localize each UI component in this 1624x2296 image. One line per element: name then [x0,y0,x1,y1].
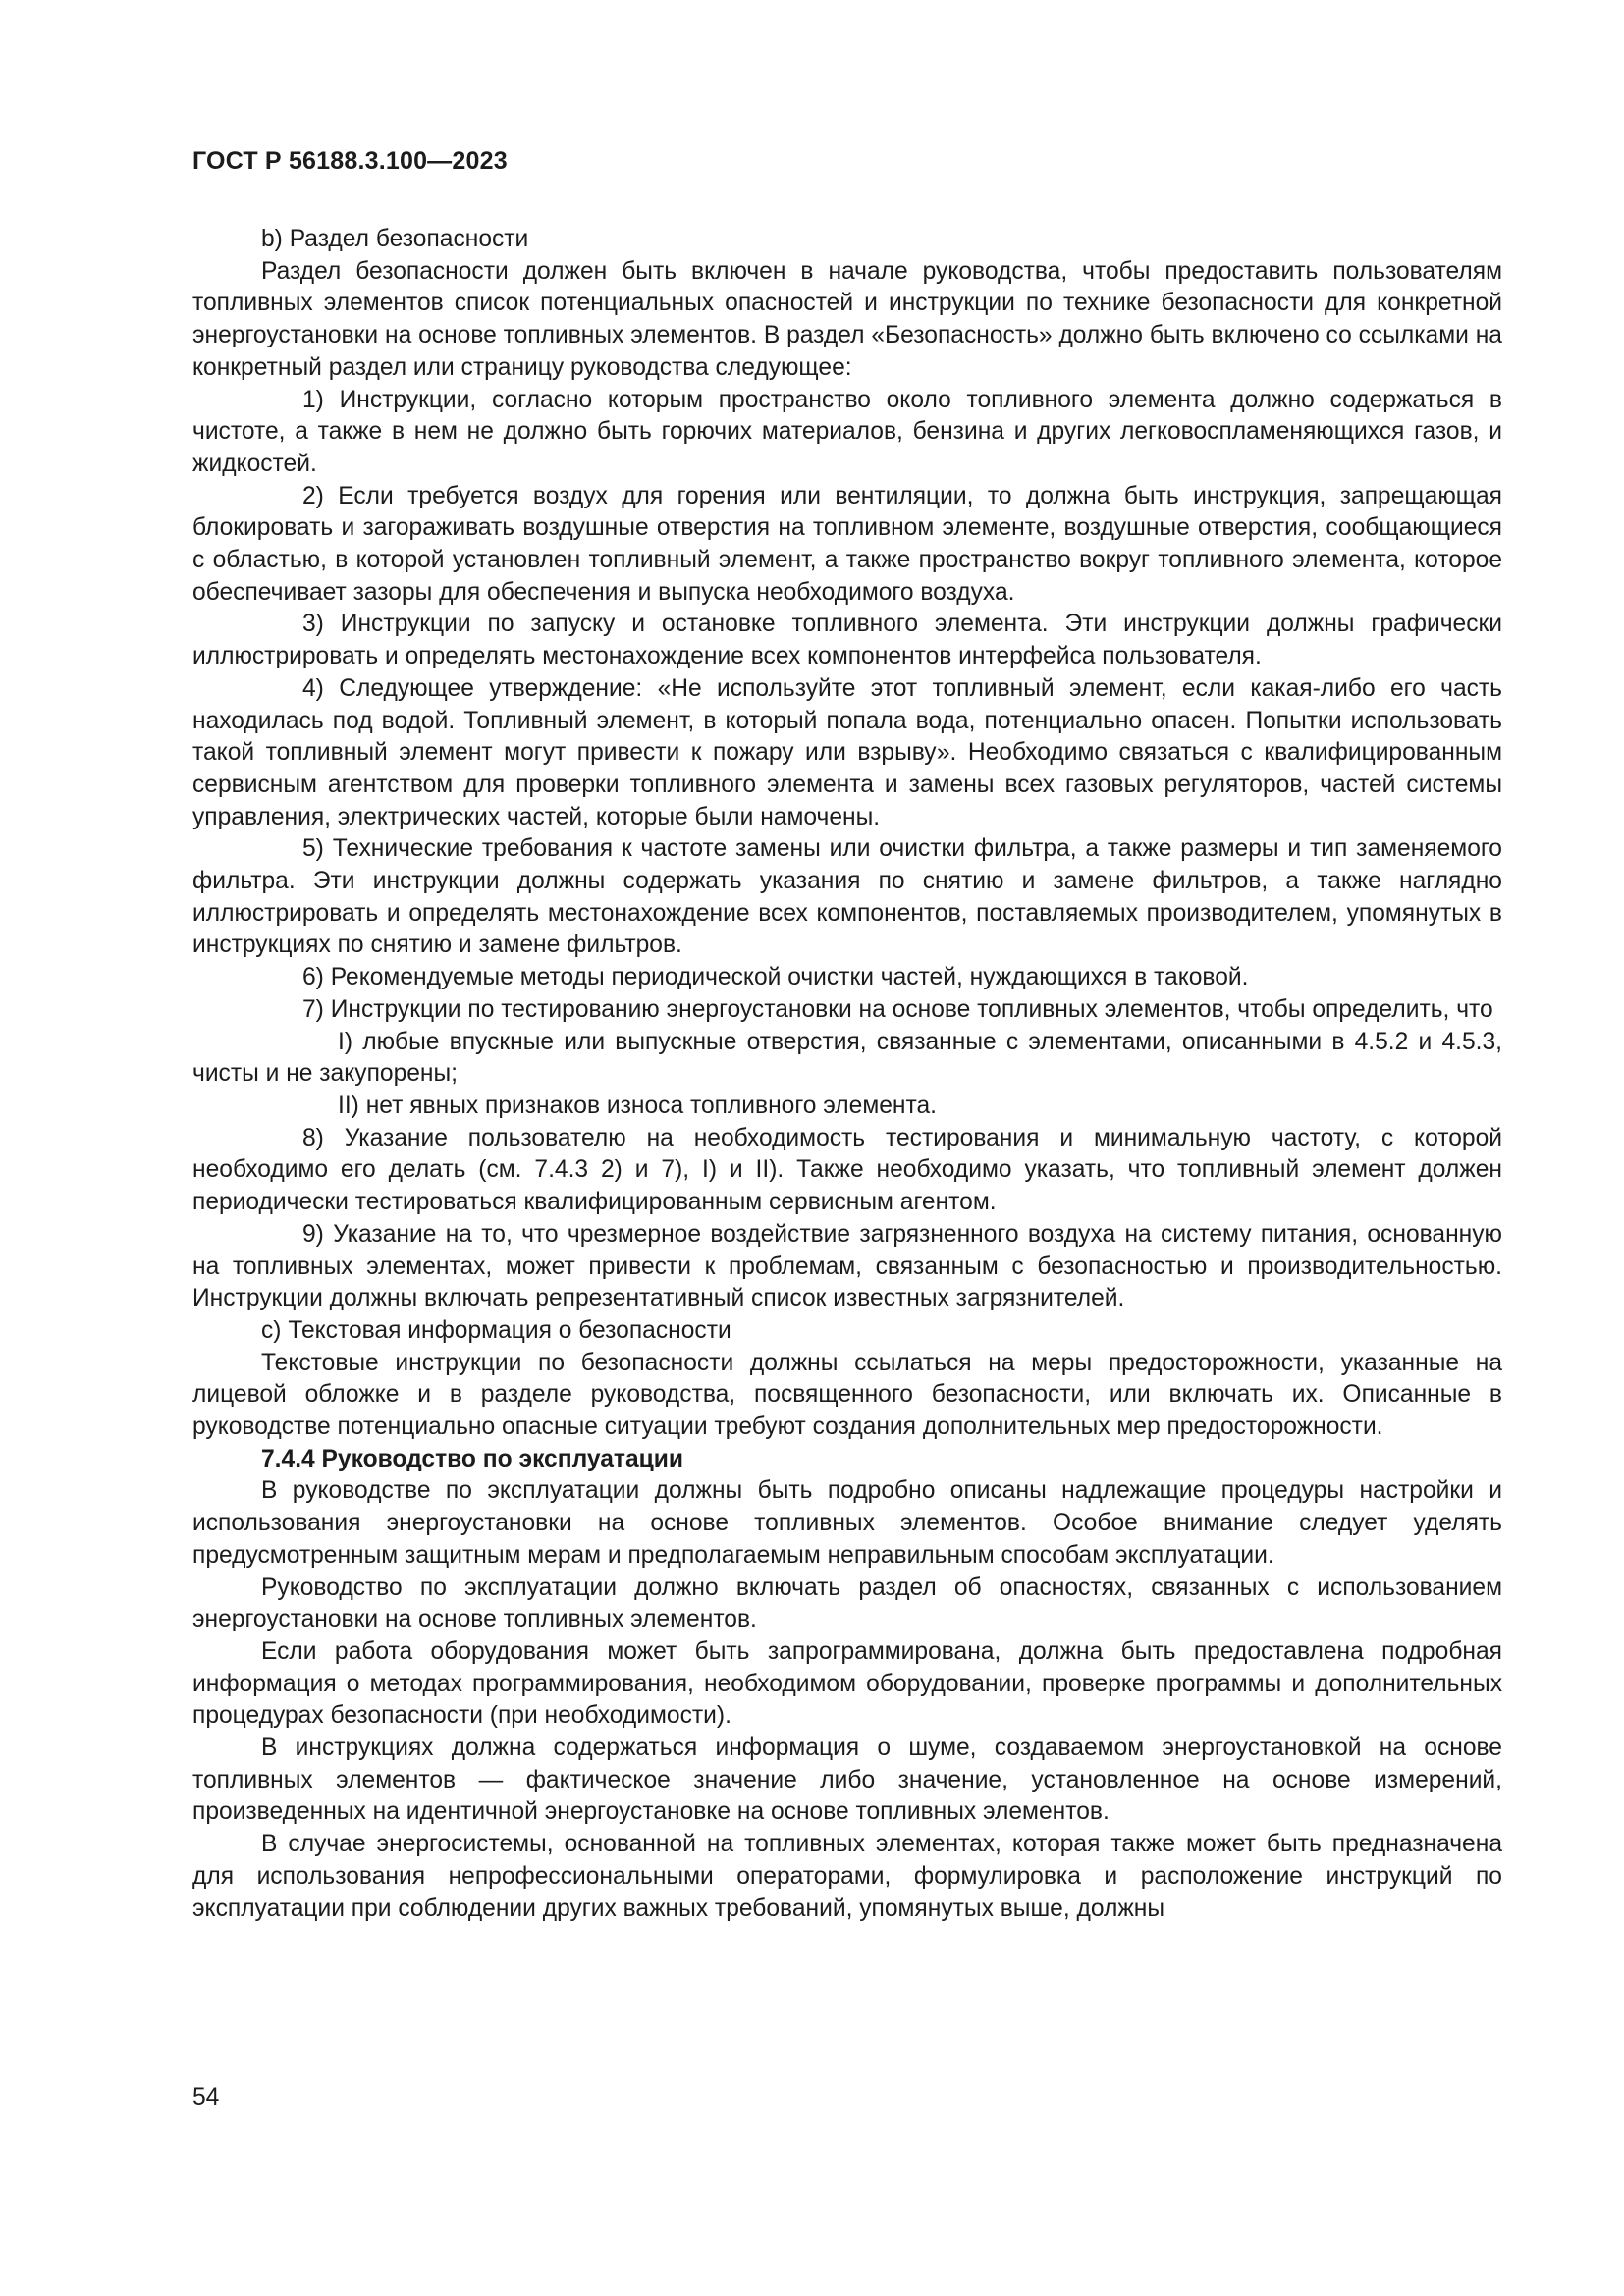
paragraph-item-7-i: I) любые впускные или выпускные отверстия, связанные с элементами, описанными в 4.5.2 и 4.5.3, чисты и не закупорены; [192,1028,1502,1088]
paragraph-s744-p2: Руководство по эксплуатации должно включать раздел об опасностях, связанных с использованием энергоустановки на основе топливных элементов. [192,1574,1502,1633]
paragraph-item-1: 1) Инструкции, согласно которым пространство около топливного элемента должно содержаться в чистоте, а также в нем не должно быть горючих материалов, бензина и других легковоспламеняющихся газов, и жидкостей. [192,386,1502,477]
paragraph-s744-p5: В случае энергосистемы, основанной на топливных элементах, которая также может быть предназначена для использования непрофессиональными операторами, формулировка и расположение инструкций по эксплуатации при соблюдении других важных требований, упомянутых выше, должны [192,1831,1502,1922]
paragraph-item-9: 9) Указание на то, что чрезмерное воздействие загрязненного воздуха на систему питания, основанную на топливных элементах, может привести к проблемам, связанным с безопасностью и производительностью. Инструкции должны включать репрезентативный список известных загрязнителей. [192,1220,1502,1312]
section-heading: 7.4.4 Руководство по эксплуатации [261,1445,683,1472]
paragraph-item-4: 4) Следующее утверждение: «Не используйте этот топливный элемент, если какая-либо его часть находилась под водой. Топливный элемент, в который попала вода, потенциально опасен. Попытки использовать такой топливный элемент могут привести к пожару или взрыву». Необходимо связаться с квалифицированным сервисным агентством для проверки топливного элемента и замены всех газовых регуляторов, частей системы управления, электрических частей, которые были намочены. [192,674,1502,830]
paragraph-s744-p4: В инструкциях должна содержаться информация о шуме, создаваемом энергоустановкой на основе топливных элементов — фактическое значение либо значение, установленное на основе измерений, произведенных на идентичной энергоустановке на основе топливных элементов. [192,1735,1502,1826]
document-body [192,224,1502,1925]
paragraph-c-body: Текстовые инструкции по безопасности должны ссылаться на меры предосторожности, указанные на лицевой обложке и в разделе руководства, посвященного безопасности, или включать их. Описанные в руководстве потенциально опасные ситуации требуют создания дополнительных мер предосторожности. [192,1349,1502,1441]
paragraph-item-7-ii: II) нет явных признаков износа топливного элемента. [338,1092,938,1119]
paragraph-item-2: 2) Если требуется воздух для горения или вентиляции, то должна быть инструкция, запрещающая блокировать и загораживать воздушные отверстия на топливном элементе, воздушные отверстия, сообщающиеся с областью, в которой установлен топливный элемент, а также пространство вокруг топливного элемента, которое обеспечивает зазоры для обеспечения и выпуска необходимого воздуха. [192,482,1502,606]
paragraph-item-8: 8) Указание пользователю на необходимость тестирования и минимальную частоту, с которой необходимо его делать (см. 7.4.3 2) и 7), I) и II). Также необходимо указать, что топливный элемент должен периодически тестироваться квалифицированным сервисным агентом. [192,1124,1502,1216]
paragraph-b-heading: b) Раздел безопасности [261,226,529,252]
paragraph-s744-p3: Если работа оборудования может быть запрограммирована, должна быть предоставлена подробная информация о методах программирования, необходимом оборудовании, проверке программы и дополнительных процедурах безопасности (при необходимости). [192,1637,1502,1730]
paragraph-b-intro: Раздел безопасности должен быть включен в начале руководства, чтобы предоставить пользователям топливных элементов список потенциальных опасностей и инструкции по технике безопасности для конкретной энергоустановки на основе топливных элементов. В раздел «Безопасность» должно быть включено со ссылками на конкретный раздел или страницу руководства следующее: [192,257,1502,381]
paragraph-item-5: 5) Технические требования к частоте замены или очистки фильтра, а также размеры и тип заменяемого фильтра. Эти инструкции должны содержать указания по снятию и замене фильтров, а также наглядно иллюстрировать и определять местонахождение всех компонентов, поставляемых производителем, упомянутых в инструкциях по снятию и замене фильтров. [192,835,1502,959]
document-header: ГОСТ Р 56188.3.100—2023 [192,147,508,175]
paragraph-s744-p1: В руководстве по эксплуатации должны быть подробно описаны надлежащие процедуры настройки и использования энергоустановки на основе топливных элементов. Особое внимание следует уделять предусмотренным защитным мерам и предполагаемым неправильным способам эксплуатации. [192,1477,1502,1569]
paragraph-c-heading: c) Текстовая информация о безопасности [261,1316,731,1344]
paragraph-item-7: 7) Инструкции по тестированию энергоустановки на основе топливных элементов, чтобы определить, что [302,995,1493,1023]
paragraph-item-6: 6) Рекомендуемые методы периодической очистки частей, нуждающихся в таковой. [302,964,1249,991]
paragraph-item-3: 3) Инструкции по запуску и остановке топливного элемента. Эти инструкции должны графически иллюстрировать и определять местонахождение всех компонентов интерфейса пользователя. [192,611,1502,670]
page-number: 54 [192,2084,220,2110]
